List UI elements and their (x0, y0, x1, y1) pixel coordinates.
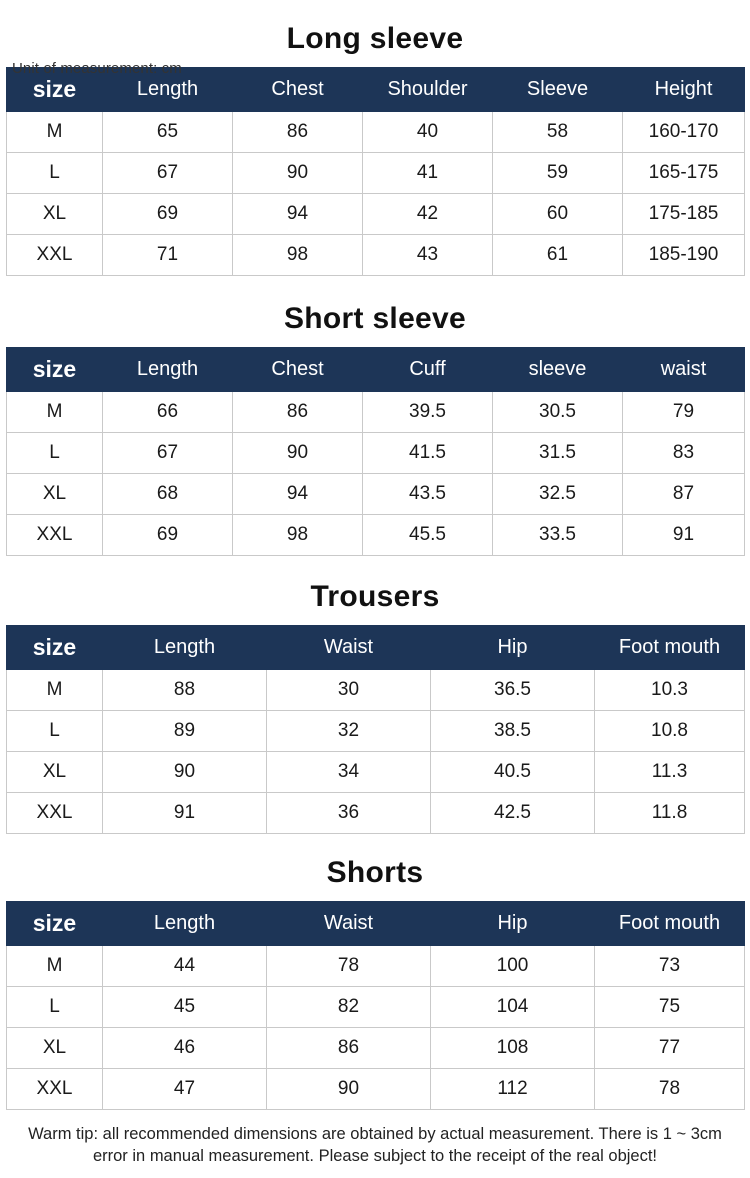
cell-size: XL (7, 474, 103, 515)
section-title-trousers: Trousers (310, 580, 440, 613)
cell-sleeve: 59 (493, 153, 623, 194)
cell-length: 88 (103, 670, 267, 711)
column-header-foot-mouth: Foot mouth (595, 626, 745, 670)
cell-foot-mouth: 10.3 (595, 670, 745, 711)
cell-size: XXL (7, 1069, 103, 1110)
cell-waist: 83 (623, 433, 745, 474)
cell-length: 89 (103, 711, 267, 752)
column-header-chest: Chest (233, 68, 363, 112)
cell-sleeve: 58 (493, 112, 623, 153)
cell-chest: 98 (233, 235, 363, 276)
cell-hip: 112 (431, 1069, 595, 1110)
unit-of-measurement-note: Unit of measurement: cm (12, 60, 182, 77)
table-row (7, 112, 745, 153)
table-row (7, 752, 745, 793)
cell-hip: 100 (431, 946, 595, 987)
cell-waist: 79 (623, 392, 745, 433)
cell-length: 67 (103, 433, 233, 474)
table-row (7, 235, 745, 276)
cell-length: 44 (103, 946, 267, 987)
column-header-size: size (7, 348, 103, 392)
table-row (7, 1069, 745, 1110)
table-header-row (7, 348, 745, 392)
cell-foot-mouth: 75 (595, 987, 745, 1028)
cell-hip: 108 (431, 1028, 595, 1069)
column-header-hip: Hip (431, 902, 595, 946)
cell-hip: 104 (431, 987, 595, 1028)
cell-sleeve: 30.5 (493, 392, 623, 433)
cell-length: 68 (103, 474, 233, 515)
cell-sleeve: 31.5 (493, 433, 623, 474)
cell-foot-mouth: 11.3 (595, 752, 745, 793)
cell-hip: 36.5 (431, 670, 595, 711)
cell-cuff: 43.5 (363, 474, 493, 515)
size-chart-page (0, 22, 750, 1178)
table-row (7, 670, 745, 711)
cell-size: M (7, 670, 103, 711)
column-header-hip: Hip (431, 626, 595, 670)
cell-waist: 86 (267, 1028, 431, 1069)
cell-foot-mouth: 73 (595, 946, 745, 987)
cell-hip: 38.5 (431, 711, 595, 752)
cell-length: 65 (103, 112, 233, 153)
cell-shoulder: 41 (363, 153, 493, 194)
cell-foot-mouth: 77 (595, 1028, 745, 1069)
column-header-foot-mouth: Foot mouth (595, 902, 745, 946)
cell-shoulder: 40 (363, 112, 493, 153)
cell-waist: 32 (267, 711, 431, 752)
cell-chest: 90 (233, 433, 363, 474)
cell-size: L (7, 433, 103, 474)
table-row (7, 433, 745, 474)
cell-length: 45 (103, 987, 267, 1028)
table-row (7, 392, 745, 433)
cell-cuff: 39.5 (363, 392, 493, 433)
table-row (7, 474, 745, 515)
cell-height: 185-190 (623, 235, 745, 276)
cell-length: 90 (103, 752, 267, 793)
cell-size: L (7, 711, 103, 752)
column-header-sleeve: sleeve (493, 348, 623, 392)
column-header-size: size (7, 68, 103, 112)
column-header-sleeve: Sleeve (493, 68, 623, 112)
cell-waist: 34 (267, 752, 431, 793)
table-row (7, 987, 745, 1028)
table-row (7, 1028, 745, 1069)
cell-size: XL (7, 1028, 103, 1069)
column-header-waist: waist (623, 348, 745, 392)
cell-size: M (7, 112, 103, 153)
column-header-length: Length (103, 902, 267, 946)
column-header-waist: Waist (267, 626, 431, 670)
cell-size: XXL (7, 515, 103, 556)
table-row (7, 793, 745, 834)
cell-size: L (7, 153, 103, 194)
cell-waist: 82 (267, 987, 431, 1028)
cell-length: 46 (103, 1028, 267, 1069)
table-shorts (6, 901, 745, 1110)
table-row (7, 946, 745, 987)
cell-sleeve: 32.5 (493, 474, 623, 515)
cell-waist: 91 (623, 515, 745, 556)
table-row (7, 515, 745, 556)
table-row (7, 711, 745, 752)
cell-height: 175-185 (623, 194, 745, 235)
cell-size: M (7, 946, 103, 987)
column-header-length: Length (103, 68, 233, 112)
cell-height: 160-170 (623, 112, 745, 153)
cell-chest: 94 (233, 474, 363, 515)
cell-foot-mouth: 11.8 (595, 793, 745, 834)
cell-waist: 36 (267, 793, 431, 834)
cell-size: XXL (7, 793, 103, 834)
cell-size: M (7, 392, 103, 433)
cell-cuff: 45.5 (363, 515, 493, 556)
cell-chest: 94 (233, 194, 363, 235)
cell-hip: 40.5 (431, 752, 595, 793)
cell-hip: 42.5 (431, 793, 595, 834)
column-header-cuff: Cuff (363, 348, 493, 392)
cell-foot-mouth: 78 (595, 1069, 745, 1110)
cell-waist: 78 (267, 946, 431, 987)
column-header-chest: Chest (233, 348, 363, 392)
cell-size: XL (7, 752, 103, 793)
cell-chest: 90 (233, 153, 363, 194)
cell-chest: 86 (233, 392, 363, 433)
table-header-row (7, 902, 745, 946)
cell-sleeve: 61 (493, 235, 623, 276)
column-header-size: size (7, 626, 103, 670)
cell-chest: 98 (233, 515, 363, 556)
cell-size: L (7, 987, 103, 1028)
column-header-shoulder: Shoulder (363, 68, 493, 112)
warm-tip-note: Warm tip: all recommended dimensions are obtained by actual measurement. There is 1 ~ 3cm error in manual measurement. Please subject to the receipt of the real object! (28, 1125, 722, 1165)
cell-length: 69 (103, 194, 233, 235)
table-row (7, 153, 745, 194)
cell-size: XXL (7, 235, 103, 276)
column-header-length: Length (103, 348, 233, 392)
cell-length: 91 (103, 793, 267, 834)
cell-waist: 30 (267, 670, 431, 711)
column-header-waist: Waist (267, 902, 431, 946)
section-title-long-sleeve: Long sleeve (286, 22, 464, 55)
cell-length: 47 (103, 1069, 267, 1110)
cell-waist: 87 (623, 474, 745, 515)
column-header-height: Height (623, 68, 745, 112)
table-row (7, 194, 745, 235)
cell-shoulder: 43 (363, 235, 493, 276)
cell-chest: 86 (233, 112, 363, 153)
table-long-sleeve (6, 67, 745, 276)
cell-height: 165-175 (623, 153, 745, 194)
cell-length: 66 (103, 392, 233, 433)
cell-foot-mouth: 10.8 (595, 711, 745, 752)
cell-sleeve: 60 (493, 194, 623, 235)
cell-sleeve: 33.5 (493, 515, 623, 556)
cell-waist: 90 (267, 1069, 431, 1110)
column-header-size: size (7, 902, 103, 946)
table-trousers (6, 625, 745, 834)
cell-length: 71 (103, 235, 233, 276)
cell-length: 67 (103, 153, 233, 194)
table-header-row (7, 626, 745, 670)
table-short-sleeve (6, 347, 745, 556)
cell-length: 69 (103, 515, 233, 556)
cell-cuff: 41.5 (363, 433, 493, 474)
section-title-shorts: Shorts (326, 856, 424, 889)
section-title-short-sleeve: Short sleeve (283, 302, 467, 335)
cell-size: XL (7, 194, 103, 235)
cell-shoulder: 42 (363, 194, 493, 235)
column-header-length: Length (103, 626, 267, 670)
